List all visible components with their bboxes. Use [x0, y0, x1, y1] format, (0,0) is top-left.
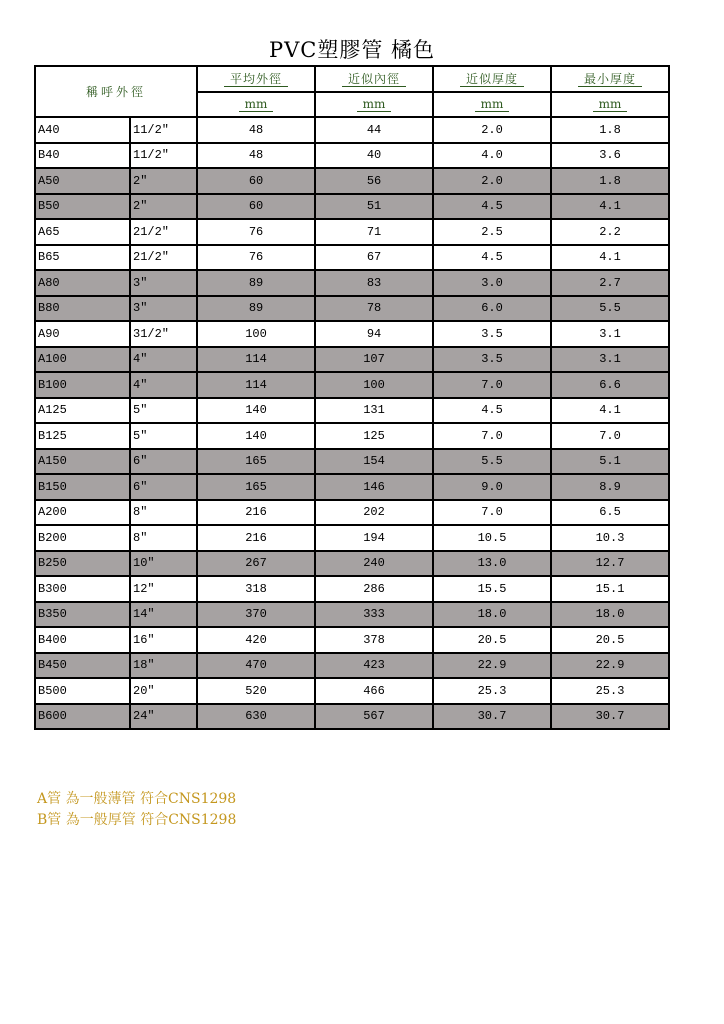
table-row [35, 627, 669, 653]
min-thickness-cell: 6.6 [551, 372, 669, 398]
inner-diameter-cell: 240 [315, 551, 433, 577]
header-min-thickness: 最小厚度 [578, 72, 642, 87]
table-row [35, 347, 669, 373]
min-thickness-cell: 4.1 [551, 398, 669, 424]
inch-cell: 2" [130, 168, 197, 194]
inner-diameter-cell: 466 [315, 678, 433, 704]
code-cell: A150 [35, 449, 130, 475]
outer-diameter-cell: 76 [197, 245, 315, 271]
min-thickness-cell: 30.7 [551, 704, 669, 730]
thickness-cell: 9.0 [433, 474, 551, 500]
thickness-cell: 5.5 [433, 449, 551, 475]
min-thickness-cell: 3.1 [551, 347, 669, 373]
inner-diameter-cell: 83 [315, 270, 433, 296]
thickness-cell: 2.5 [433, 219, 551, 245]
inch-cell: 18" [130, 653, 197, 679]
pvc-pipe-spec-table [34, 65, 670, 730]
code-cell: B450 [35, 653, 130, 679]
table-row [35, 500, 669, 526]
code-cell: A125 [35, 398, 130, 424]
thickness-cell: 2.0 [433, 117, 551, 143]
inner-diameter-cell: 107 [315, 347, 433, 373]
header-approx-inner-diameter: 近似內徑 [342, 72, 406, 87]
inch-cell: 14" [130, 602, 197, 628]
inch-cell: 24" [130, 704, 197, 730]
code-cell: B250 [35, 551, 130, 577]
thickness-cell: 7.0 [433, 372, 551, 398]
code-cell: B150 [35, 474, 130, 500]
table-row [35, 423, 669, 449]
inner-diameter-cell: 567 [315, 704, 433, 730]
outer-diameter-cell: 140 [197, 423, 315, 449]
unit-label: mm [239, 97, 274, 112]
inner-diameter-cell: 202 [315, 500, 433, 526]
outer-diameter-cell: 630 [197, 704, 315, 730]
table-row [35, 117, 669, 143]
outer-diameter-cell: 216 [197, 500, 315, 526]
min-thickness-cell: 3.6 [551, 143, 669, 169]
inner-diameter-cell: 94 [315, 321, 433, 347]
inch-cell: 5" [130, 398, 197, 424]
table-row [35, 653, 669, 679]
outer-diameter-cell: 89 [197, 296, 315, 322]
header-approx-thickness: 近似厚度 [460, 72, 524, 87]
table-row [35, 525, 669, 551]
outer-diameter-cell: 60 [197, 168, 315, 194]
outer-diameter-cell: 89 [197, 270, 315, 296]
min-thickness-cell: 12.7 [551, 551, 669, 577]
thickness-cell: 20.5 [433, 627, 551, 653]
thickness-cell: 3.5 [433, 347, 551, 373]
inch-cell: 11/2" [130, 143, 197, 169]
table-row [35, 551, 669, 577]
min-thickness-cell: 8.9 [551, 474, 669, 500]
thickness-cell: 22.9 [433, 653, 551, 679]
inner-diameter-cell: 378 [315, 627, 433, 653]
outer-diameter-cell: 165 [197, 449, 315, 475]
table-row [35, 143, 669, 169]
table-row [35, 245, 669, 271]
inner-diameter-cell: 125 [315, 423, 433, 449]
table-row [35, 372, 669, 398]
page-title: PVC塑膠管 橘色 [268, 38, 436, 62]
inch-cell: 12" [130, 576, 197, 602]
thickness-cell: 6.0 [433, 296, 551, 322]
table-row [35, 678, 669, 704]
inner-diameter-cell: 56 [315, 168, 433, 194]
inner-diameter-cell: 194 [315, 525, 433, 551]
code-cell: A200 [35, 500, 130, 526]
min-thickness-cell: 18.0 [551, 602, 669, 628]
inner-diameter-cell: 146 [315, 474, 433, 500]
outer-diameter-cell: 140 [197, 398, 315, 424]
header-nominal-diameter: 稱呼外徑 [35, 66, 197, 117]
outer-diameter-cell: 48 [197, 117, 315, 143]
thickness-cell: 4.0 [433, 143, 551, 169]
code-cell: A40 [35, 117, 130, 143]
thickness-cell: 4.5 [433, 194, 551, 220]
table-row [35, 321, 669, 347]
note-a-pipe: A管 為一般薄管 符合CNS1298 [37, 791, 237, 807]
header-average-outer-diameter: 平均外徑 [224, 72, 288, 87]
min-thickness-cell: 22.9 [551, 653, 669, 679]
code-cell: B125 [35, 423, 130, 449]
inch-cell: 11/2" [130, 117, 197, 143]
thickness-cell: 3.0 [433, 270, 551, 296]
code-cell: B350 [35, 602, 130, 628]
outer-diameter-cell: 370 [197, 602, 315, 628]
code-cell: A50 [35, 168, 130, 194]
min-thickness-cell: 1.8 [551, 168, 669, 194]
min-thickness-cell: 15.1 [551, 576, 669, 602]
table-row [35, 168, 669, 194]
inner-diameter-cell: 44 [315, 117, 433, 143]
min-thickness-cell: 4.1 [551, 194, 669, 220]
thickness-cell: 7.0 [433, 500, 551, 526]
inch-cell: 10" [130, 551, 197, 577]
min-thickness-cell: 1.8 [551, 117, 669, 143]
table-body [35, 117, 669, 729]
code-cell: B400 [35, 627, 130, 653]
inner-diameter-cell: 423 [315, 653, 433, 679]
min-thickness-cell: 25.3 [551, 678, 669, 704]
outer-diameter-cell: 76 [197, 219, 315, 245]
inner-diameter-cell: 286 [315, 576, 433, 602]
inch-cell: 21/2" [130, 219, 197, 245]
code-cell: B500 [35, 678, 130, 704]
outer-diameter-cell: 60 [197, 194, 315, 220]
inch-cell: 8" [130, 500, 197, 526]
inch-cell: 6" [130, 449, 197, 475]
table-row [35, 270, 669, 296]
outer-diameter-cell: 267 [197, 551, 315, 577]
table-row [35, 602, 669, 628]
inch-cell: 5" [130, 423, 197, 449]
inner-diameter-cell: 131 [315, 398, 433, 424]
min-thickness-cell: 5.1 [551, 449, 669, 475]
inner-diameter-cell: 51 [315, 194, 433, 220]
outer-diameter-cell: 114 [197, 372, 315, 398]
inner-diameter-cell: 78 [315, 296, 433, 322]
thickness-cell: 3.5 [433, 321, 551, 347]
note-b-pipe: B管 為一般厚管 符合CNS1298 [37, 812, 237, 828]
code-cell: B200 [35, 525, 130, 551]
unit-label: mm [593, 97, 628, 112]
code-cell: A100 [35, 347, 130, 373]
inner-diameter-cell: 67 [315, 245, 433, 271]
table-row [35, 704, 669, 730]
thickness-cell: 4.5 [433, 245, 551, 271]
outer-diameter-cell: 48 [197, 143, 315, 169]
outer-diameter-cell: 165 [197, 474, 315, 500]
thickness-cell: 18.0 [433, 602, 551, 628]
inner-diameter-cell: 71 [315, 219, 433, 245]
code-cell: B600 [35, 704, 130, 730]
thickness-cell: 25.3 [433, 678, 551, 704]
min-thickness-cell: 20.5 [551, 627, 669, 653]
min-thickness-cell: 7.0 [551, 423, 669, 449]
code-cell: A65 [35, 219, 130, 245]
code-cell: B80 [35, 296, 130, 322]
inch-cell: 16" [130, 627, 197, 653]
outer-diameter-cell: 470 [197, 653, 315, 679]
thickness-cell: 30.7 [433, 704, 551, 730]
table-row [35, 194, 669, 220]
inner-diameter-cell: 40 [315, 143, 433, 169]
inch-cell: 31/2" [130, 321, 197, 347]
table-row [35, 576, 669, 602]
min-thickness-cell: 4.1 [551, 245, 669, 271]
inch-cell: 8" [130, 525, 197, 551]
code-cell: B50 [35, 194, 130, 220]
table-row [35, 474, 669, 500]
outer-diameter-cell: 114 [197, 347, 315, 373]
min-thickness-cell: 3.1 [551, 321, 669, 347]
outer-diameter-cell: 100 [197, 321, 315, 347]
code-cell: B100 [35, 372, 130, 398]
code-cell: B300 [35, 576, 130, 602]
inch-cell: 3" [130, 296, 197, 322]
thickness-cell: 4.5 [433, 398, 551, 424]
inch-cell: 2" [130, 194, 197, 220]
min-thickness-cell: 5.5 [551, 296, 669, 322]
thickness-cell: 7.0 [433, 423, 551, 449]
code-cell: B40 [35, 143, 130, 169]
outer-diameter-cell: 420 [197, 627, 315, 653]
outer-diameter-cell: 318 [197, 576, 315, 602]
inner-diameter-cell: 154 [315, 449, 433, 475]
table-row [35, 449, 669, 475]
min-thickness-cell: 2.2 [551, 219, 669, 245]
outer-diameter-cell: 216 [197, 525, 315, 551]
min-thickness-cell: 6.5 [551, 500, 669, 526]
table-row [35, 398, 669, 424]
unit-label: mm [475, 97, 510, 112]
inch-cell: 3" [130, 270, 197, 296]
outer-diameter-cell: 520 [197, 678, 315, 704]
thickness-cell: 15.5 [433, 576, 551, 602]
min-thickness-cell: 10.3 [551, 525, 669, 551]
inch-cell: 21/2" [130, 245, 197, 271]
thickness-cell: 13.0 [433, 551, 551, 577]
unit-label: mm [357, 97, 392, 112]
header-row [35, 66, 669, 92]
thickness-cell: 2.0 [433, 168, 551, 194]
code-cell: A90 [35, 321, 130, 347]
inch-cell: 4" [130, 347, 197, 373]
min-thickness-cell: 2.7 [551, 270, 669, 296]
inch-cell: 6" [130, 474, 197, 500]
inner-diameter-cell: 333 [315, 602, 433, 628]
code-cell: A80 [35, 270, 130, 296]
inch-cell: 20" [130, 678, 197, 704]
table-row [35, 296, 669, 322]
inch-cell: 4" [130, 372, 197, 398]
thickness-cell: 10.5 [433, 525, 551, 551]
inner-diameter-cell: 100 [315, 372, 433, 398]
code-cell: B65 [35, 245, 130, 271]
notes [37, 789, 236, 831]
table-row [35, 219, 669, 245]
